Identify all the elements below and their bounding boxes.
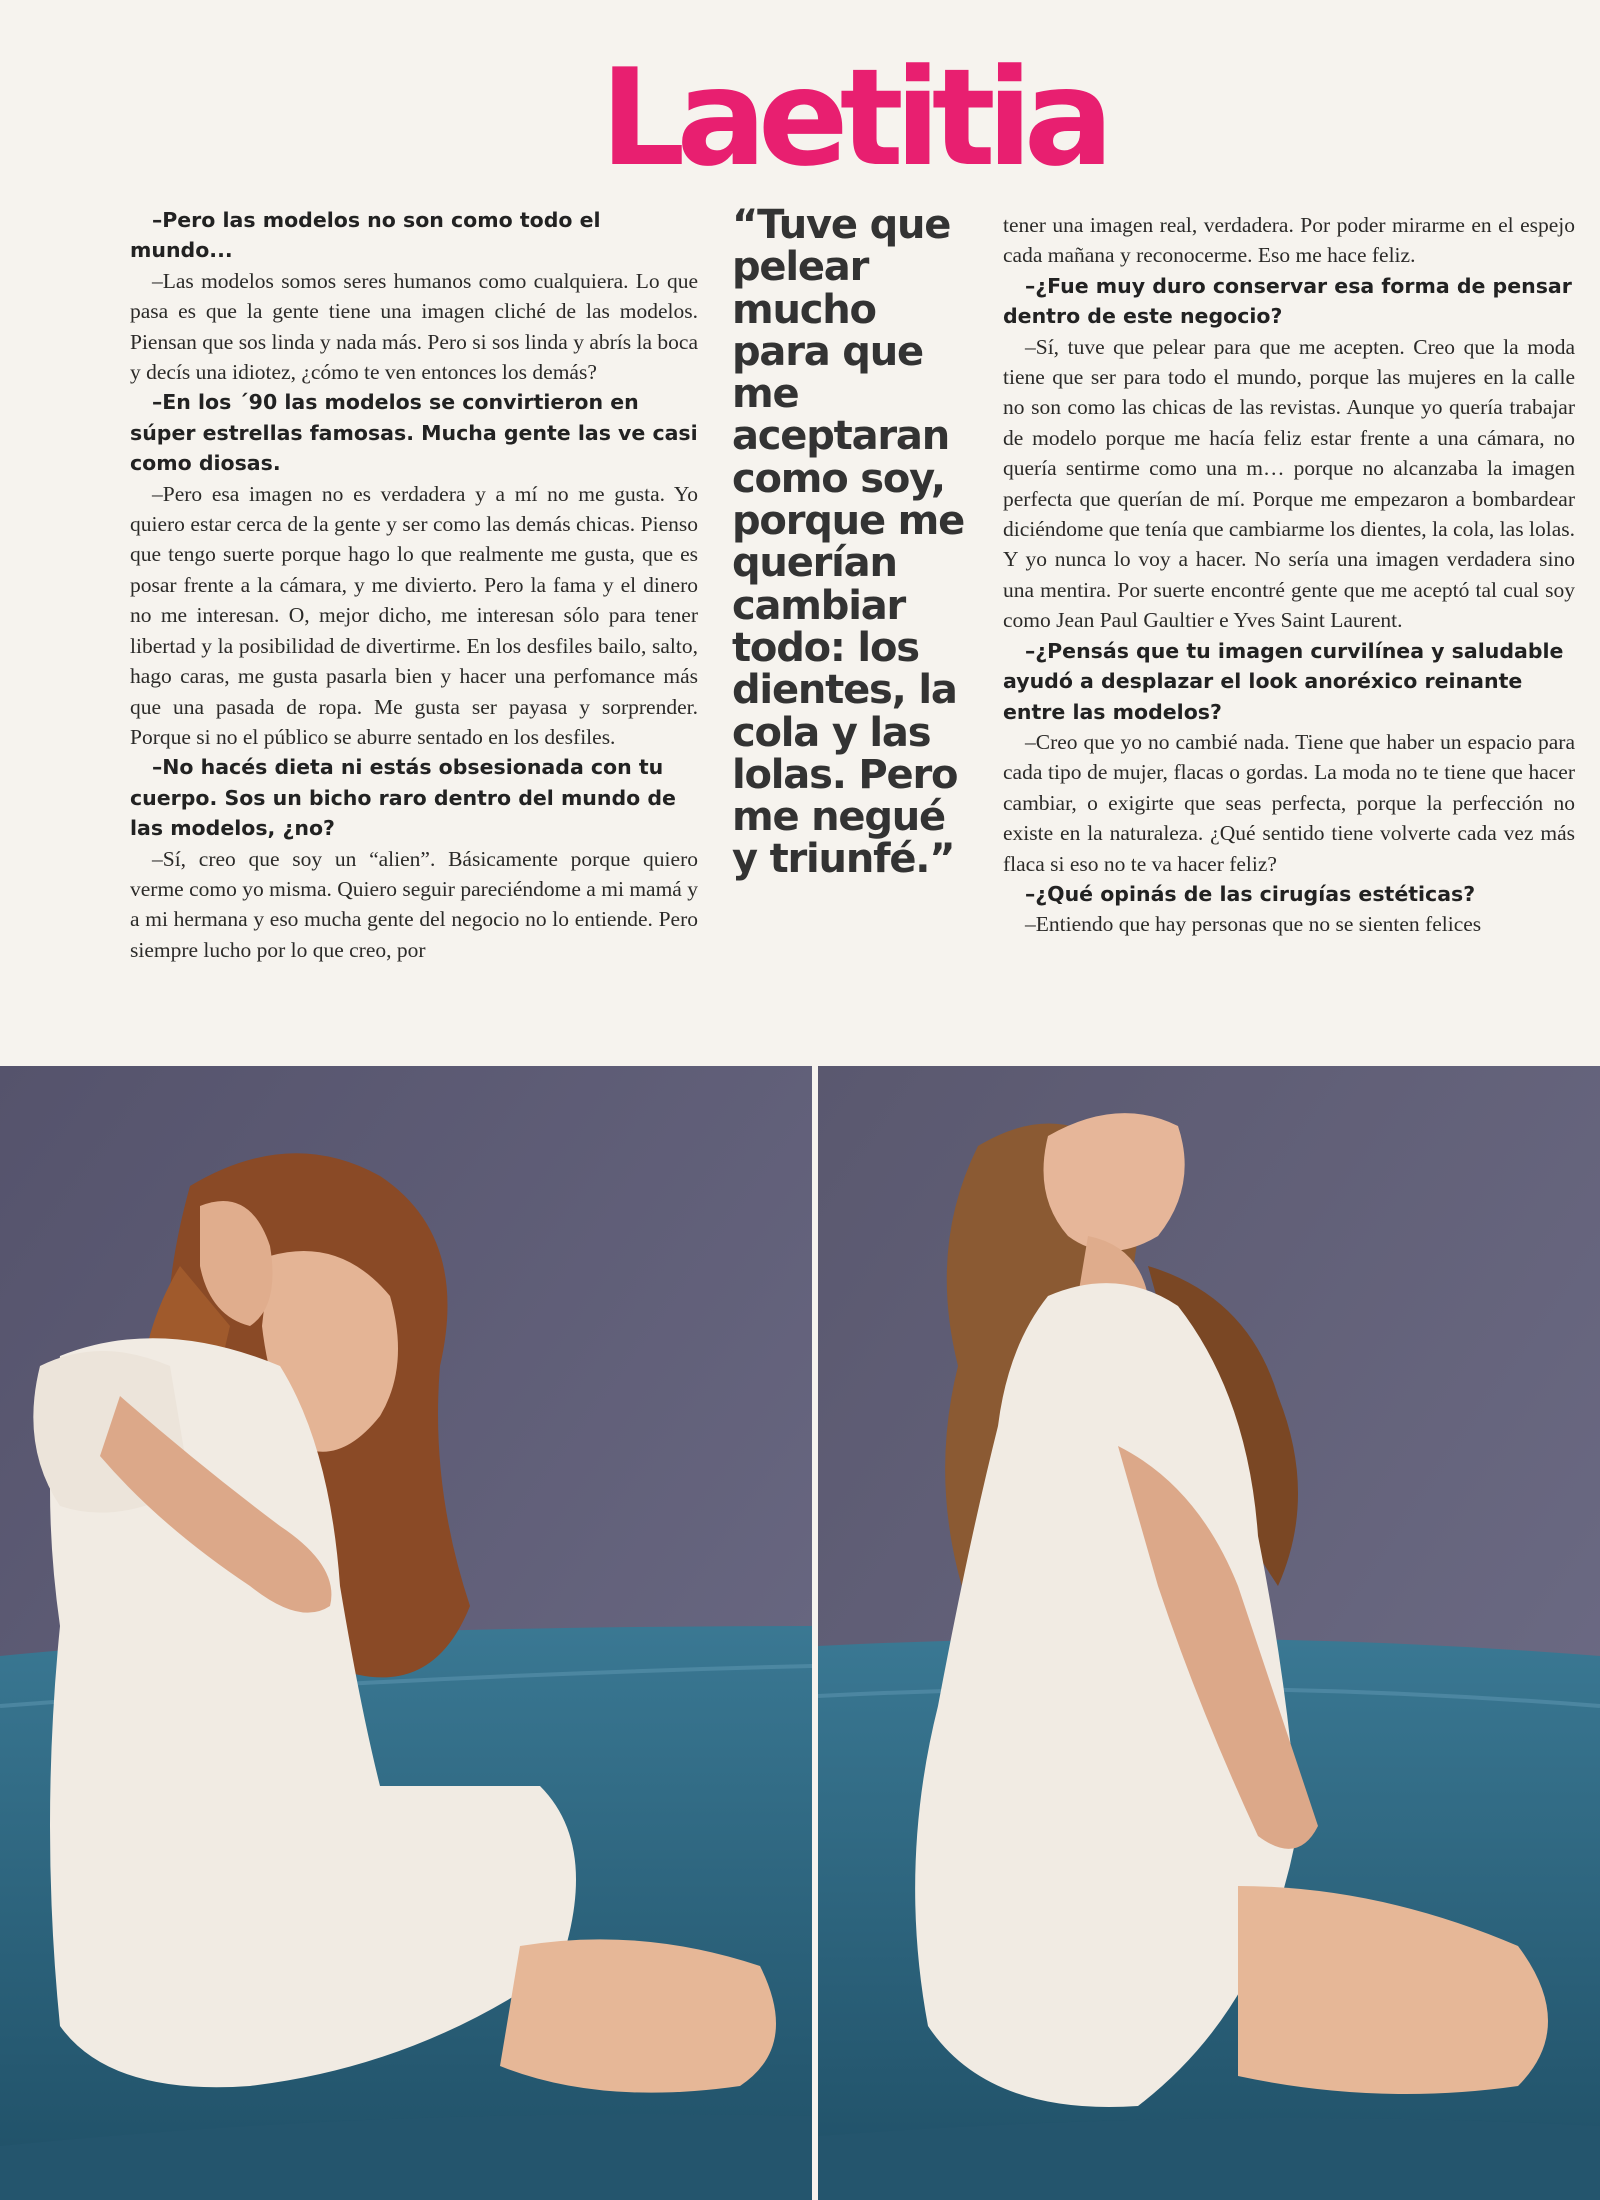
interview-answer: –Entiendo que hay personas que no se sienten felices <box>1025 912 1482 937</box>
interview-question: –En los ´90 las modelos se convirtieron en súper estrellas famosas. Mucha gente las ve casi como diosas. <box>130 390 698 476</box>
photo-model-head-tilted-back <box>818 1066 1600 2200</box>
interview-answer: –Creo que yo no cambié nada. Tiene que haber un espacio para cada tipo de mujer, flacas o gordas. La moda no te tiene que hacer cambiar, o exigirte que seas perfecta, porque la perfección no existe en la naturaleza. ¿Qué sentido tiene volverte cada vez más flaca si eso no te va hacer feliz? <box>1003 729 1575 876</box>
photo-spread <box>0 1066 1600 2200</box>
photo-model-head-bowed <box>0 1066 812 2200</box>
interview-question: –Pero las modelos no son como todo el mundo... <box>130 208 601 263</box>
interview-answer: –Las modelos somos seres humanos como cualquiera. Lo que pasa es que la gente tiene una imagen cliché de las modelos. Piensan que sos linda y nada más. Pero si sos linda y abrís la boca y decís una idiotez, ¿cómo te ven entonces los demás? <box>130 268 698 385</box>
right-column <box>1003 210 1575 940</box>
interview-answer: –Pero esa imagen no es verdadera y a mí no me gusta. Yo quiero estar cerca de la gente y ser como las demás chicas. Pienso que tengo suerte porque hago lo que realmente me gusta, que es posar frente a la cámara, y me divierto. Pero la fama y el dinero no me interesan. O, mejor dicho, me interesan sólo para tener libertad y la posibilidad de divertirme. En los desfiles bailo, salto, hago caras, me gusta pasarla bien y hacer una perfomance más que una pasada de ropa. Me gusta ser payasa y sorprender. Porque si no el público se aburre sentado en los desfiles. <box>130 481 698 749</box>
interview-question: –No hacés dieta ni estás obsesionada con tu cuerpo. Sos un bicho raro dentro del mundo de las modelos, ¿no? <box>130 755 676 841</box>
interview-answer: –Sí, creo que soy un “alien”. Básicamente porque quiero verme como yo misma. Quiero seguir pareciéndome a mi mamá y a mi hermana y eso mucha gente del negocio no lo entiende. Pero siempre lucho por lo que creo, por <box>130 846 698 962</box>
left-column <box>130 205 698 965</box>
interview-answer-continued: tener una imagen real, verdadera. Por poder mirarme en el espejo cada mañana y reconocerme. Eso me hace feliz. <box>1003 213 1575 268</box>
article-title: Laetitia <box>600 40 1106 196</box>
pull-quote: “Tuve que pelear mucho para que me aceptaran como soy, porque me querían cambiar todo: los dientes, la cola y las lolas. Pero me negué y triunfé.” <box>732 202 965 883</box>
interview-answer: –Sí, tuve que pelear para que me acepten. Creo que la moda tiene que ser para todo el mundo, porque las mujeres en la calle no son como las chicas de las revistas. Aunque yo quería trabajar de modelo porque me hacía feliz estar frente a una cámara, no quería sentirme como una m… porque no alcanzaba la imagen perfecta que querían de mí. Porque me empezaron a bombardear diciéndome que tenía que cambiarme los dientes, la cola, las lolas. Y yo nunca lo voy a hacer. No sería una imagen verdadera sino una mentira. Por suerte encontré gente que me aceptó tal cual soy como Jean Paul Gaultier e Yves Saint Laurent. <box>1003 334 1575 633</box>
interview-question: –¿Pensás que tu imagen curvilínea y saludable ayudó a desplazar el look anoréxico reinante entre las modelos? <box>1003 638 1564 724</box>
interview-question: –¿Fue muy duro conservar esa forma de pensar dentro de este negocio? <box>1003 273 1572 329</box>
interview-question: –¿Qué opinás de las cirugías estéticas? <box>1025 881 1476 906</box>
